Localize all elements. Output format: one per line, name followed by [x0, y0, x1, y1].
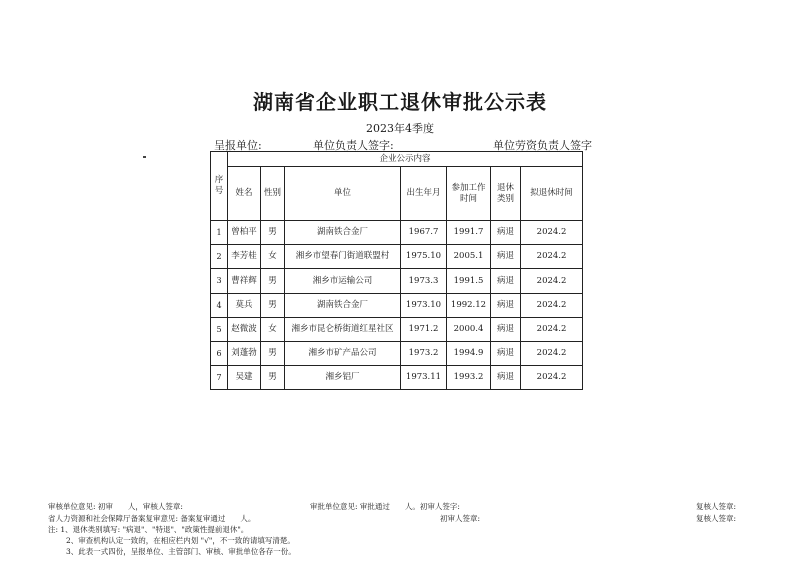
cell-retire: 2024.2: [521, 366, 583, 390]
cell-type: 病退: [491, 221, 521, 245]
cell-no: 6: [211, 342, 228, 366]
cell-unit: 湖南铁合金厂: [285, 221, 401, 245]
cell-gender: 男: [261, 366, 285, 390]
cell-type: 病退: [491, 342, 521, 366]
cell-name: 曹祥辉: [228, 269, 261, 294]
cell-work-start: 1994.9: [447, 342, 491, 366]
scan-speck: [143, 156, 146, 158]
cell-birth: 1973.3: [401, 269, 447, 294]
cell-retire: 2024.2: [521, 221, 583, 245]
review-sign-2: 复核人签章:: [696, 514, 737, 523]
cell-birth: 1973.11: [401, 366, 447, 390]
col-header-birth: 出生年月: [401, 167, 447, 221]
table-row: [211, 294, 583, 318]
cell-unit: 湘乡市昆仑桥街道红星社区: [285, 318, 401, 342]
col-header-retire: 拟退休时间: [521, 167, 583, 221]
cell-retire: 2024.2: [521, 269, 583, 294]
cell-work-start: 1992.12: [447, 294, 491, 318]
cell-gender: 男: [261, 294, 285, 318]
cell-name: 曾柏平: [228, 221, 261, 245]
note-2: 2、审查机构认定一致的，在相应栏内划 "√"，不一致的请填写清楚。: [66, 536, 295, 545]
col-header-name: 姓名: [228, 167, 261, 221]
table-row: [211, 245, 583, 269]
table-row: [211, 366, 583, 390]
cell-type: 病退: [491, 294, 521, 318]
cell-unit: 湖南铁合金厂: [285, 294, 401, 318]
cell-gender: 女: [261, 318, 285, 342]
table-row: [211, 269, 583, 294]
table-row: [211, 221, 583, 245]
table-row: [211, 342, 583, 366]
quarter-label: 2023年4季度: [366, 122, 434, 135]
cell-type: 病退: [491, 318, 521, 342]
review-sign-1: 复核人签章:: [696, 502, 737, 511]
cell-unit: 湘乡市矿产品公司: [285, 342, 401, 366]
retirement-table: [210, 151, 583, 390]
col-header-no: 序号: [211, 152, 228, 221]
cell-work-start: 2000.4: [447, 318, 491, 342]
cell-name: 莫兵: [228, 294, 261, 318]
cell-gender: 女: [261, 245, 285, 269]
cell-unit: 湘乡市运输公司: [285, 269, 401, 294]
cell-work-start: 1991.7: [447, 221, 491, 245]
col-header-gender: 性别: [261, 167, 285, 221]
cell-retire: 2024.2: [521, 294, 583, 318]
cell-work-start: 1991.5: [447, 269, 491, 294]
province-opinion: 省人力资源和社会保障厅备案复审意见: 备案复审通过 人。: [48, 514, 256, 523]
initial-reviewer-sign: 初审人签章:: [440, 514, 481, 523]
page-title: 湖南省企业职工退休审批公示表: [253, 90, 547, 114]
cell-birth: 1975.10: [401, 245, 447, 269]
cell-no: 1: [211, 221, 228, 245]
cell-no: 4: [211, 294, 228, 318]
cell-type: 病退: [491, 366, 521, 390]
approval-unit-opinion: 审批单位意见: 审批通过 人。初审人签字:: [310, 502, 460, 511]
col-header-unit: 单位: [285, 167, 401, 221]
cell-birth: 1973.10: [401, 294, 447, 318]
cell-gender: 男: [261, 269, 285, 294]
col-header-work-start: 参加工作时间: [447, 167, 491, 221]
cell-retire: 2024.2: [521, 245, 583, 269]
cell-birth: 1971.2: [401, 318, 447, 342]
note-1: 注: 1、退休类别填写: "病退"、"特退"、"政策性提前退休"。: [48, 525, 249, 534]
cell-work-start: 1993.2: [447, 366, 491, 390]
cell-no: 2: [211, 245, 228, 269]
report-unit-label: 呈报单位:: [214, 139, 262, 152]
cell-name: 赵微波: [228, 318, 261, 342]
cell-name: 吴建: [228, 366, 261, 390]
audit-unit-opinion: 审核单位意见: 初审 人，审核人签章:: [48, 502, 183, 511]
cell-birth: 1967.7: [401, 221, 447, 245]
cell-name: 刘蓬勃: [228, 342, 261, 366]
cell-birth: 1973.2: [401, 342, 447, 366]
col-header-type: 退休类别: [491, 167, 521, 221]
group-header: 企业公示内容: [228, 152, 583, 167]
table-row: [211, 318, 583, 342]
labor-leader-sign-label: 单位劳资负责人签字: [493, 139, 592, 152]
cell-gender: 男: [261, 342, 285, 366]
cell-no: 3: [211, 269, 228, 294]
cell-unit: 湘乡市望春门街道联盟村: [285, 245, 401, 269]
cell-work-start: 2005.1: [447, 245, 491, 269]
cell-no: 7: [211, 366, 228, 390]
note-3: 3、此表一式四份，呈报单位、主管部门、审核、审批单位各存一份。: [66, 547, 296, 556]
cell-type: 病退: [491, 245, 521, 269]
cell-retire: 2024.2: [521, 318, 583, 342]
cell-no: 5: [211, 318, 228, 342]
cell-name: 李芳桂: [228, 245, 261, 269]
cell-retire: 2024.2: [521, 342, 583, 366]
cell-unit: 湘乡铝厂: [285, 366, 401, 390]
unit-leader-sign-label: 单位负责人签字:: [313, 139, 394, 152]
cell-gender: 男: [261, 221, 285, 245]
cell-type: 病退: [491, 269, 521, 294]
